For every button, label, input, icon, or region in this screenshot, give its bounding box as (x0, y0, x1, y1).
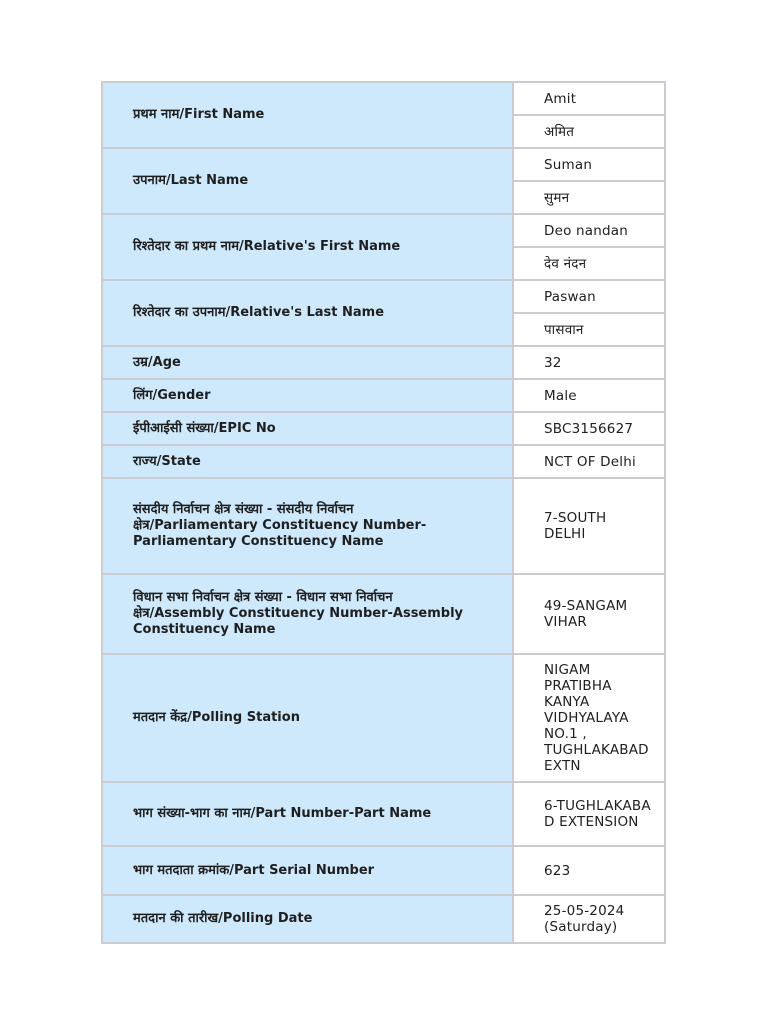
value-cell (513, 313, 665, 346)
field-value-epic-no: SBC3156627 (544, 420, 634, 437)
label-cell (102, 478, 513, 574)
value-cell (513, 654, 665, 782)
field-label-polling-date: मतदान की तारीख/Polling Date (133, 911, 313, 926)
value-cell (513, 895, 665, 943)
table-row-assembly-constituency (102, 574, 665, 654)
field-value-gender: Male (544, 387, 577, 404)
table-row-first-name (102, 82, 665, 115)
field-value-part-number: 6-TUGHLAKABAD EXTENSION (544, 798, 651, 830)
field-value-last-name-hi: सुमन (544, 189, 570, 206)
field-value-relative-last-name-en: Paswan (544, 288, 596, 305)
field-value-relative-first-name-hi: देव नंदन (544, 255, 587, 272)
field-label-age: उम्र/Age (133, 354, 181, 370)
table-row-epic-no (102, 412, 665, 445)
value-cell (513, 346, 665, 379)
field-label-state: राज्य/State (133, 453, 201, 469)
label-cell (102, 445, 513, 478)
field-label-assembly-constituency: विधान सभा निर्वाचन क्षेत्र संख्या - विधान सभा निर्वाचन क्षेत्र/Assembly Constituency Number-Assembly Constituency Name (133, 590, 464, 637)
label-cell (102, 379, 513, 412)
table-row-gender (102, 379, 665, 412)
label-cell (102, 214, 513, 280)
table-row-polling-date (102, 895, 665, 943)
field-value-polling-date: 25-05-2024 (Saturday) (544, 903, 625, 935)
label-cell (102, 846, 513, 895)
field-label-epic-no: ईपीआईसी संख्या/EPIC No (133, 420, 276, 436)
field-value-relative-last-name-hi: पासवान (544, 321, 584, 338)
label-cell (102, 782, 513, 846)
table-row-age (102, 346, 665, 379)
field-label-parliamentary-constituency: संसदीय निर्वाचन क्षेत्र संख्या - संसदीय निर्वाचन क्षेत्र/Parliamentary Constituency Number-Parliamentary Constituency Name (133, 502, 427, 549)
table-row-relative-first-name (102, 214, 665, 247)
label-cell (102, 280, 513, 346)
field-value-first-name-hi: अमित (544, 123, 575, 140)
field-label-relative-last-name: रिश्तेदार का उपनाम/Relative's Last Name (133, 305, 385, 320)
value-cell (513, 247, 665, 280)
table-row-part-serial-number (102, 846, 665, 895)
field-value-polling-station: NIGAM PRATIBHA KANYA VIDHYALAYA NO.1 , TUGHLAKABAD EXTN (544, 662, 649, 774)
voter-details-table (101, 81, 666, 944)
field-label-polling-station: मतदान केंद्र/Polling Station (133, 710, 300, 725)
field-value-assembly-constituency: 49-SANGAM VIHAR (544, 598, 628, 630)
value-cell (513, 574, 665, 654)
field-value-age: 32 (544, 354, 562, 371)
value-cell (513, 478, 665, 574)
value-cell (513, 445, 665, 478)
label-cell (102, 654, 513, 782)
field-value-relative-first-name-en: Deo nandan (544, 222, 629, 239)
value-cell (513, 181, 665, 214)
field-value-state: NCT OF Delhi (544, 453, 636, 470)
label-cell (102, 148, 513, 214)
value-cell (513, 280, 665, 313)
table-row-last-name (102, 148, 665, 181)
table-row-parliamentary-constituency (102, 478, 665, 574)
table-row-relative-last-name (102, 280, 665, 313)
field-label-last-name: उपनाम/Last Name (133, 173, 249, 188)
value-cell (513, 82, 665, 115)
value-cell (513, 412, 665, 445)
table-row-polling-station (102, 654, 665, 782)
table-row-part-number (102, 782, 665, 846)
field-label-gender: लिंग/Gender (133, 387, 211, 403)
field-label-first-name: प्रथम नाम/First Name (133, 107, 265, 122)
field-value-part-serial-number: 623 (544, 862, 571, 879)
field-label-part-serial-number: भाग मतदाता क्रमांक/Part Serial Number (133, 862, 375, 878)
field-label-relative-first-name: रिश्तेदार का प्रथम नाम/Relative's First Name (133, 239, 401, 254)
label-cell (102, 82, 513, 148)
table-row-state (102, 445, 665, 478)
value-cell (513, 379, 665, 412)
value-cell (513, 148, 665, 181)
value-cell (513, 846, 665, 895)
field-value-last-name-en: Suman (544, 156, 593, 173)
label-cell (102, 412, 513, 445)
field-label-part-number: भाग संख्या-भाग का नाम/Part Number-Part Name (133, 806, 432, 821)
label-cell (102, 574, 513, 654)
value-cell (513, 115, 665, 148)
value-cell (513, 782, 665, 846)
label-cell (102, 895, 513, 943)
label-cell (102, 346, 513, 379)
field-value-first-name-en: Amit (544, 90, 577, 107)
value-cell (513, 214, 665, 247)
field-value-parliamentary-constituency: 7-SOUTH DELHI (544, 510, 607, 542)
